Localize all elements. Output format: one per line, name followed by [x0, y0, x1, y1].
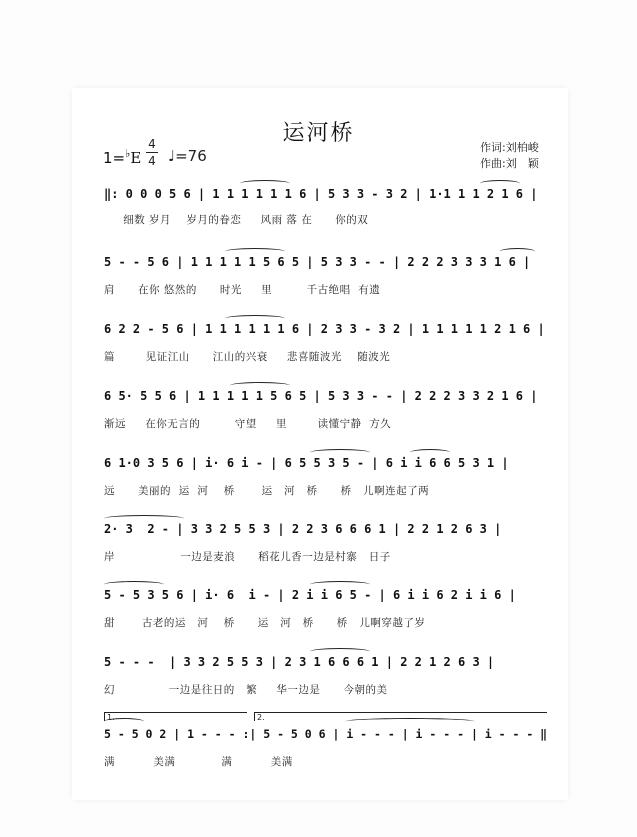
composer-credit: 作曲:刘 颖	[480, 157, 539, 170]
tempo-value: =76	[175, 147, 207, 165]
time-signature	[146, 138, 158, 167]
key-signature	[103, 147, 141, 167]
quarter-note-icon: ♩	[168, 147, 176, 165]
key-letter: E	[130, 149, 142, 167]
score-notes-line: ‖: 0 0 0 5 6 | 1 1 1 1 1 1 6 | 5 3 3 - 3 2 | 1·1 1 1 2 1 6 |	[104, 187, 538, 201]
slur-mark	[500, 248, 535, 255]
score-notes-line: 5 - - - | 3 3 2 5 5 3 | 2 3 1 6 6 6 1 | 2 2 1 2 6 3 |	[104, 655, 495, 669]
slur-mark	[345, 718, 475, 725]
score-notes-line: 6 5· 5 5 6 | 1 1 1 1 1 5 6 5 | 5 3 3 - - | 2 2 2 3 3 2 1 6 |	[104, 389, 538, 403]
second-ending-label: 2.	[257, 713, 265, 722]
slur-mark	[240, 180, 290, 187]
score-notes-line: 6 2 2 - 5 6 | 1 1 1 1 1 1 6 | 2 3 3 - 3 2 | 1 1 1 1 1 2 1 6 |	[104, 322, 545, 336]
slur-mark	[104, 718, 144, 725]
slur-mark	[225, 248, 285, 255]
time-sig-top: 4	[148, 137, 156, 151]
score-notes-line: 5 - 5 3 5 6 | i· 6 i - | 2 i i 6 5 - | 6 i i 6 2 i i 6 |	[104, 588, 516, 602]
score-lyrics-line: 肩 在你 悠然的 时光 里 千古绝唱 有遗	[104, 284, 381, 296]
score-lyrics-line: 篇 见证江山 江山的兴衰 悲喜随波光 随波光	[104, 351, 391, 363]
score-lyrics-line: 幻 一边是往日的 繁 华一边是 今朝的美	[104, 684, 388, 696]
slur-mark	[480, 180, 520, 187]
slur-mark	[410, 449, 450, 456]
score-lyrics-line: 岸 一边是麦浪 稻花儿香一边是村寨 日子	[104, 551, 391, 563]
score-notes-line: 5 - 5 0 2 | 1 - - - :| 5 - 5 0 6 | i - - - | i - - - | i - - - ‖	[104, 727, 548, 741]
score-notes-line: 6 1·0 3 5 6 | i· 6 i - | 6 5 5 3 5 - | 6 i i 6 6 5 3 1 |	[104, 456, 509, 470]
time-sig-bottom: 4	[148, 154, 156, 168]
key-prefix: 1=	[103, 149, 126, 167]
time-sig-bar	[146, 152, 158, 153]
lyricist-credit: 作词:刘柏峻	[480, 141, 539, 154]
tempo-mark	[168, 147, 207, 165]
score-lyrics-line: 远 美丽的 运 河 桥 运 河 桥 桥 儿啊连起了两	[104, 485, 430, 497]
flat-sign: ♭	[125, 147, 131, 160]
first-ending-label: 1.	[107, 713, 115, 722]
slur-mark	[104, 515, 184, 522]
slur-mark	[225, 315, 285, 322]
score-lyrics-line: 甜 古老的运 河 桥 运 河 桥 桥 儿啊穿越了岁	[104, 617, 426, 629]
song-title: 运河桥	[282, 121, 355, 146]
score-lyrics-line: 细数 岁月 岁月的眷恋 风雨 落 在 你的双	[104, 214, 369, 226]
score-notes-line: 2· 3 2 - | 3 3 2 5 5 3 | 2 2 3 6 6 6 1 | 2 2 1 2 6 3 |	[104, 522, 502, 536]
slur-mark	[310, 449, 370, 456]
slur-mark	[104, 581, 164, 588]
slur-mark	[310, 581, 370, 588]
slur-mark	[310, 648, 370, 655]
score-lyrics-line: 满 美满 满 美满	[104, 756, 293, 768]
score-lyrics-line: 渐远 在你无言的 守望 里 读懂宁静 方久	[104, 418, 392, 430]
credits	[480, 140, 539, 172]
score-notes-line: 5 - - 5 6 | 1 1 1 1 1 5 6 5 | 5 3 3 - - | 2 2 2 3 3 3 1 6 |	[104, 255, 531, 269]
slur-mark	[230, 382, 290, 389]
